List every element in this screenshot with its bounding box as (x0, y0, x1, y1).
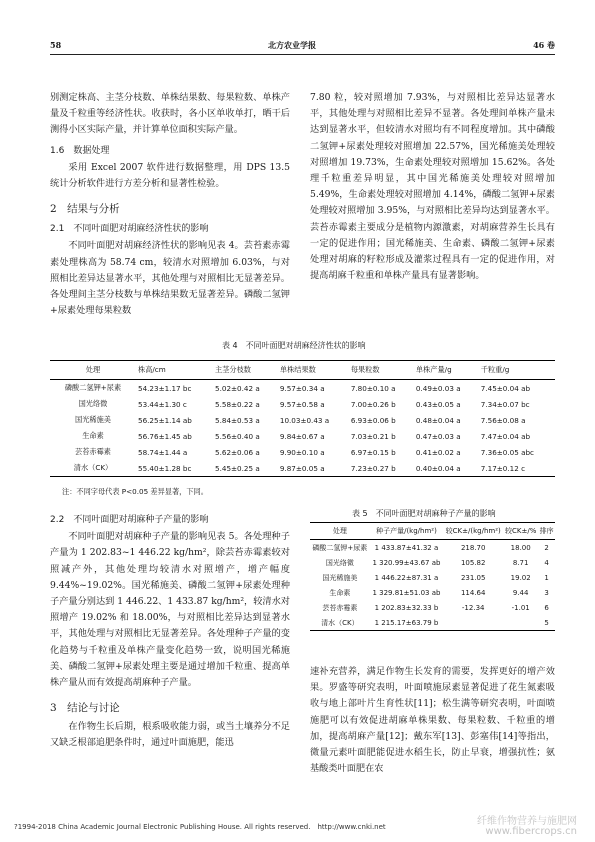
table-cell: 114.64 (460, 588, 486, 597)
table-cell: 清水（CK） (50, 460, 136, 477)
economic-traits-continued: 7.80 粒，较对照增加 7.93%，与对照相比差异达显著水平，其他处理与对照相比差异不显著。各处理间单株产量未达到显著水平，但较清水对照均有不同程度增加。其中磷酸二氢钾+尿素处理较对照增加 22.57%，国光稀施美处理较对照增加 19.73%，生命素处理较对照增加 15.62%。各处理千粒重差异明显，其中国光稀施美处理较对照增加 5.49%，生命素处理较对照增加 4.14%，磷酸二氢钾+尿素处理较对照增加 3.95%，与对照相比差异均达到显著水平。芸苔赤霉素主要成分是植物内源激素，对胡麻营养生长具有一定的促进作用；国光稀施美、生命素、磷酸二氢钾+尿素处理对胡麻的籽粒形成及灌浆过程具有一定的促进作用，对提高胡麻千粒重和单株产量具有显著影响。 (310, 92, 555, 282)
table-4-caption: 表 4 不同叶面肥对胡麻经济性状的影响 (222, 341, 366, 350)
table-cell: 54.23±1.17 bc (138, 383, 192, 393)
seed-yield-paragraph: 不同叶面肥对胡麻种子产量的影响见表 5。各处理种子产量为 1 202.83~1 446.22 kg/hm²，除芸苔赤霉素较对照减产外，其他处理均较清水对照增产，增产幅度 9.44%~19.02%。国光稀施美、磷酸二氢钾+尿素处理种子产量分别达到 1 446.22、1 433.87 kg/hm²，较清水对照增产 19.02% 和 18.00%，与对照相比差异达到显著水平，其他处理与对照相比无显著差异。各处理种子产量的变化趋势与千粒重及单株产量变化趋势一致，说明国光稀施美、磷酸二氢钾+尿素处理主要是通过增加千粒重、提高单株产量从而有效提高胡麻种子产量。 (50, 531, 290, 689)
methods-paragraph: 别测定株高、主茎分枝数、单株结果数、每果粒数、单株产量及千粒重等经济性状。收获时，各小区单收单打，晒干后测得小区实际产量，并计算单位面积实际产量。 (50, 92, 290, 136)
table-cell: 国光络微 (78, 399, 108, 408)
table-row (50, 396, 555, 412)
table-cell: 磷酸二氢钾+尿素 (312, 543, 368, 552)
table-4-header-row (50, 361, 555, 380)
discussion-paragraph: 在作物生长后期，根系吸收能力弱，或当土壤养分不足又缺乏根部追肥条件时，通过叶面施肥，能迅 (50, 721, 290, 749)
table-row (50, 412, 555, 428)
table-cell: 5 (538, 615, 555, 631)
table-cell: 9.84±0.67 a (279, 431, 325, 441)
table-cell: 3 (544, 588, 549, 597)
table-cell: 1 215.17±63.79 b (370, 615, 444, 631)
table-cell: 5.45±0.25 a (213, 460, 278, 477)
table-cell: 芸苔赤霉素 (322, 603, 358, 612)
section-2-2-heading: 2.2 不同叶面肥对胡麻种子产量的影响 (50, 515, 209, 525)
table-cell: 0.48±0.04 a (415, 415, 461, 425)
table-cell: 7.56±0.08 a (480, 415, 526, 425)
table-cell: 9.57±0.34 a (279, 383, 325, 393)
table-5-header-seed-yield: 种子产量/(kg/hm²) (370, 523, 444, 540)
table-cell (503, 615, 538, 631)
table-4-header-treatment: 处理 (50, 361, 136, 380)
table-cell: 磷酸二氢钾+尿素 (64, 383, 122, 392)
table-4-header-yield-per-plant: 单株产量/g (414, 361, 479, 380)
table-cell: 1 433.87±41.32 a (374, 543, 439, 552)
table-4-note: 注：不同字母代表 P<0.05 差异显著，下同。 (62, 487, 208, 496)
table-4-header-seeds-per-capsule: 每果粒数 (349, 361, 414, 380)
table-5-header-vs-ck-abs: 较CK±/(kg/hm²) (443, 523, 503, 540)
table-cell: 5.84±0.53 a (215, 415, 260, 425)
table-5 (310, 522, 555, 631)
volume-number: 46 卷 (533, 40, 555, 50)
table-cell: 10.03±0.43 a (279, 415, 330, 425)
table-cell: 0.43±0.05 a (415, 399, 461, 409)
header-rule (50, 54, 555, 55)
table-cell: 218.70 (460, 543, 486, 552)
table-5-header-treatment: 处理 (310, 523, 370, 540)
table-cell: 国光稀施美 (322, 573, 358, 582)
copyright-footer: ?1994-2018 China Academic Journal Electronic Publishing House. All rights reserved. http://www.cnki.net (14, 823, 386, 831)
table-4-header-height: 株高/cm (136, 361, 213, 380)
table-cell: 56.76±1.45 ab (138, 431, 192, 441)
table-row (310, 570, 555, 585)
economic-traits-paragraph: 不同叶面肥对胡麻经济性状的影响见表 4。芸苔素赤霉素处理株高为 58.74 cm，较清水对照增加 6.03%，与对照相比差异达显著水平，其他处理与对照相比无显著差异。各处理间主茎分枝数与单株结果数无显著差异。磷酸二氢钾+尿素处理每果粒数 (50, 240, 290, 317)
table-row (310, 600, 555, 615)
table-cell: 9.90±0.10 a (279, 447, 325, 457)
table-cell: 6 (544, 603, 549, 612)
table-cell: 9.87±0.05 a (278, 460, 349, 477)
table-row (310, 540, 555, 556)
table-cell: 7.34±0.07 bc (480, 399, 530, 409)
table-4 (50, 360, 555, 477)
section-3-heading: 3 结论与讨论 (50, 702, 120, 715)
table-cell: 8.71 (512, 558, 529, 567)
table-cell: 0.47±0.03 a (415, 431, 461, 441)
data-processing-paragraph: 采用 Excel 2007 软件进行数据整理，用 DPS 13.5 统计分析软件进行方差分析和显著性检验。 (50, 161, 290, 190)
table-cell: 7.03±0.21 b (350, 431, 396, 441)
table-cell: 58.74±1.44 a (138, 447, 188, 457)
table-4-header-capsules: 单株结果数 (278, 361, 349, 380)
left-column-upper (50, 90, 290, 319)
table-cell: 7.17±0.12 c (479, 460, 555, 477)
table-cell: 国光稀施美 (75, 415, 111, 424)
table-cell: 清水（CK） (310, 615, 370, 631)
section-2-heading: 2 结果与分析 (50, 203, 120, 216)
table-cell: 1 446.22±87.31 a (374, 573, 439, 582)
table-cell: 9.57±0.58 a (279, 399, 325, 409)
table-cell: 0.49±0.03 a (415, 383, 461, 393)
table-cell: 53.44±1.30 c (138, 399, 187, 409)
table-5-caption: 表 5 不同叶面肥对胡麻种子产量的影响 (352, 509, 496, 518)
table-cell: 生命素 (329, 588, 351, 597)
table-row (50, 380, 555, 397)
table-cell: 芸苔赤霉素 (75, 447, 111, 456)
table-cell: 5.56±0.40 a (215, 431, 260, 441)
table-cell: 1 320.99±43.67 ab (372, 558, 441, 567)
table-cell: 9.44 (512, 588, 529, 597)
table-cell: 生命素 (82, 431, 104, 440)
page-number: 58 (50, 40, 62, 50)
table-cell: 18.00 (510, 543, 531, 552)
table-cell: 5.58±0.22 a (215, 399, 260, 409)
table-5-header-rank: 排序 (538, 523, 555, 540)
watermark-line-2: www.fibercrops.cn (485, 826, 577, 837)
section-2-1-heading: 2.1 不同叶面肥对胡麻经济性状的影响 (50, 224, 209, 235)
table-cell: 7.80±0.10 a (350, 383, 396, 393)
table-cell: 5.02±0.42 a (215, 383, 260, 393)
table-cell: 2 (544, 543, 549, 552)
table-cell: 0.41±0.02 a (415, 447, 461, 457)
table-cell: 56.25±1.14 ab (138, 415, 192, 425)
table-cell: 105.82 (460, 558, 486, 567)
table-cell: 6.93±0.06 b (350, 415, 396, 425)
table-row (310, 585, 555, 600)
table-cell: -1.01 (511, 603, 530, 612)
table-cell: 0.40±0.04 a (414, 460, 479, 477)
table-4-header-branches: 主茎分枝数 (213, 361, 278, 380)
right-column-lower (310, 664, 555, 777)
table-cell: 7.36±0.05 abc (480, 447, 534, 457)
section-1-6-heading: 1.6 数据处理 (50, 145, 110, 156)
table-5-header-vs-ck-pct: 较CK±/% (503, 523, 538, 540)
table-4-header-thousand-seed-weight: 千粒重/g (479, 361, 555, 380)
table-cell: 7.00±0.26 b (350, 399, 396, 409)
left-column-lower (50, 508, 290, 752)
table-cell: 7.47±0.04 ab (480, 431, 531, 441)
table-cell: 231.05 (460, 573, 486, 582)
table-cell: 1 329.81±51.03 ab (372, 588, 441, 597)
table-cell: 1 202.83±32.33 b (374, 603, 439, 612)
table-row (310, 615, 555, 631)
table-cell: 7.23±0.27 b (349, 460, 414, 477)
table-cell (443, 615, 503, 631)
table-cell: 55.40±1.28 bc (136, 460, 213, 477)
table-cell: 国光络微 (325, 558, 354, 567)
table-cell: 4 (544, 558, 549, 567)
table-cell: -12.34 (461, 603, 485, 612)
journal-title: 北方农业学报 (268, 40, 316, 50)
table-row (50, 428, 555, 444)
table-cell: 19.02 (510, 573, 531, 582)
right-column-upper (310, 90, 555, 284)
table-5-header-row (310, 523, 555, 540)
table-cell: 1 (544, 573, 549, 582)
table-cell: 5.62±0.06 a (215, 447, 260, 457)
table-row (50, 460, 555, 477)
table-cell: 7.45±0.04 ab (480, 383, 531, 393)
table-row (310, 555, 555, 570)
watermark-line-1: 纤维作物营养与施肥网 (477, 816, 577, 827)
discussion-continued: 速补充营养，满足作物生长发育的需要，发挥更好的增产效果。罗盛等研究表明，叶面喷施尿素显著促进了花生氮素吸收与地上部叶片生育性状[11]；松生满等研究表明，叶面喷施肥可以有效促进胡麻单株果数、每果粒数、千粒重的增加，提高胡麻产量[12]；戴东军[13]、彭塞伟[14]等指出，微量元素叶面肥能促进水稻生长，防止早衰，增强抗性；氨基酸类叶面肥在农 (310, 666, 555, 775)
table-row (50, 444, 555, 460)
table-cell: 6.97±0.15 b (350, 447, 396, 457)
